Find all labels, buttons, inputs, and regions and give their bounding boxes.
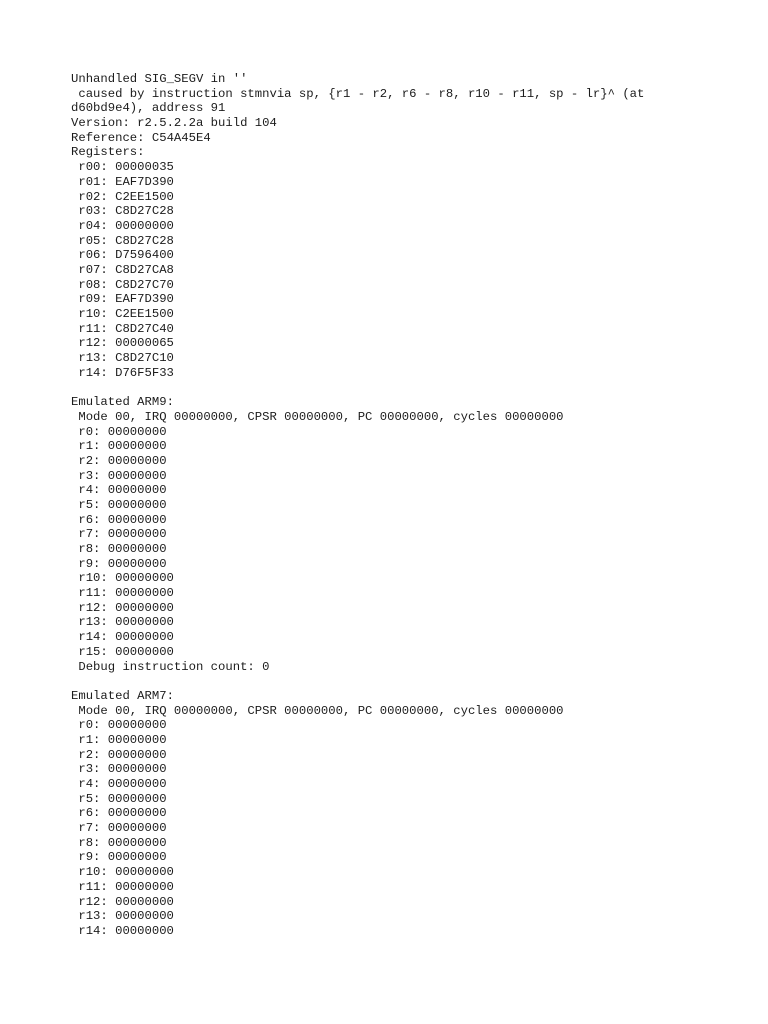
register-line: r14: 00000000 [78,923,174,938]
register-line: r00: 00000035 [78,160,174,175]
register-line: r9: 00000000 [78,850,167,865]
register-line: r10: 00000000 [78,865,174,880]
registers-heading: Registers: [71,145,145,160]
register-line: r10: C2EE1500 [78,307,174,321]
arm7-heading: Emulated ARM7: [71,688,174,703]
register-line: r7: 00000000 [78,527,167,542]
arm9-heading: Emulated ARM9: [71,395,174,410]
register-line: r2: 00000000 [78,453,167,468]
register-line: r4: 00000000 [78,483,167,498]
register-line: r03: C8D27C28 [78,204,174,219]
register-line: r3: 00000000 [78,468,167,483]
arm9-debug-count: Debug instruction count: 0 [78,659,270,674]
reference-line: Reference: C54A45E4 [71,130,211,145]
register-line: r02: C2EE1500 [78,189,174,204]
register-line: r6: 00000000 [78,806,167,821]
register-line: r10: 00000000 [78,571,174,586]
register-line: r05: C8D27C28 [78,233,174,248]
register-line: r13: C8D27C10 [78,351,174,366]
register-line: r12: 00000000 [78,600,174,615]
crash-log-document [71,72,711,939]
register-line: r13: 00000000 [78,615,174,630]
register-line: r14: D76F5F33 [78,365,174,380]
register-line: r11: 00000000 [78,586,174,601]
arm7-mode-line: Mode 00, IRQ 00000000, CPSR 00000000, PC 00000000, cycles 00000000 [78,703,564,718]
register-line: r1: 00000000 [78,439,167,454]
register-line: r11: C8D27C40 [78,321,174,336]
register-line: r09: EAF7D390 [78,292,174,307]
register-line: r5: 00000000 [78,497,167,512]
register-line: r12: 00000000 [78,894,174,909]
register-line: r14: 00000000 [78,630,174,645]
register-line: r07: C8D27CA8 [78,262,174,277]
register-line: r1: 00000000 [78,732,167,747]
register-line: r13: 00000000 [78,909,174,924]
register-line: r15: 00000000 [78,644,174,659]
register-line: r08: C8D27C70 [78,277,174,292]
crash-cause-line: caused by instruction stmnvia sp, {r1 - r2, r6 - r8, r10 - r11, sp - lr}^ (at [78,86,645,101]
register-line: r04: 00000000 [78,218,174,233]
register-line: r01: EAF7D390 [78,174,174,189]
crash-header: Unhandled SIG_SEGV in '' [71,72,248,86]
register-line: r6: 00000000 [78,512,167,527]
register-line: r0: 00000000 [78,424,167,439]
register-line: r8: 00000000 [78,835,167,850]
register-line: r06: D7596400 [78,248,174,263]
register-line: r8: 00000000 [78,542,167,556]
register-line: r3: 00000000 [78,762,167,777]
register-line: r0: 00000000 [78,718,167,733]
register-line: r7: 00000000 [78,821,167,836]
arm7-register-list [71,718,711,938]
host-register-list [71,160,711,380]
section-spacer [71,380,711,395]
register-line: r2: 00000000 [78,747,167,762]
register-line: r9: 00000000 [78,556,167,571]
register-line: r12: 00000065 [78,336,174,351]
register-line: r11: 00000000 [78,879,174,894]
version-line: Version: r2.5.2.2a build 104 [71,116,277,131]
register-line: r5: 00000000 [78,791,167,806]
arm9-mode-line: Mode 00, IRQ 00000000, CPSR 00000000, PC 00000000, cycles 00000000 [78,409,564,424]
register-line: r4: 00000000 [78,777,167,791]
crash-cause-line-continued: d60bd9e4), address 91 [71,101,226,116]
section-spacer [71,674,711,689]
arm9-register-list [71,425,711,660]
